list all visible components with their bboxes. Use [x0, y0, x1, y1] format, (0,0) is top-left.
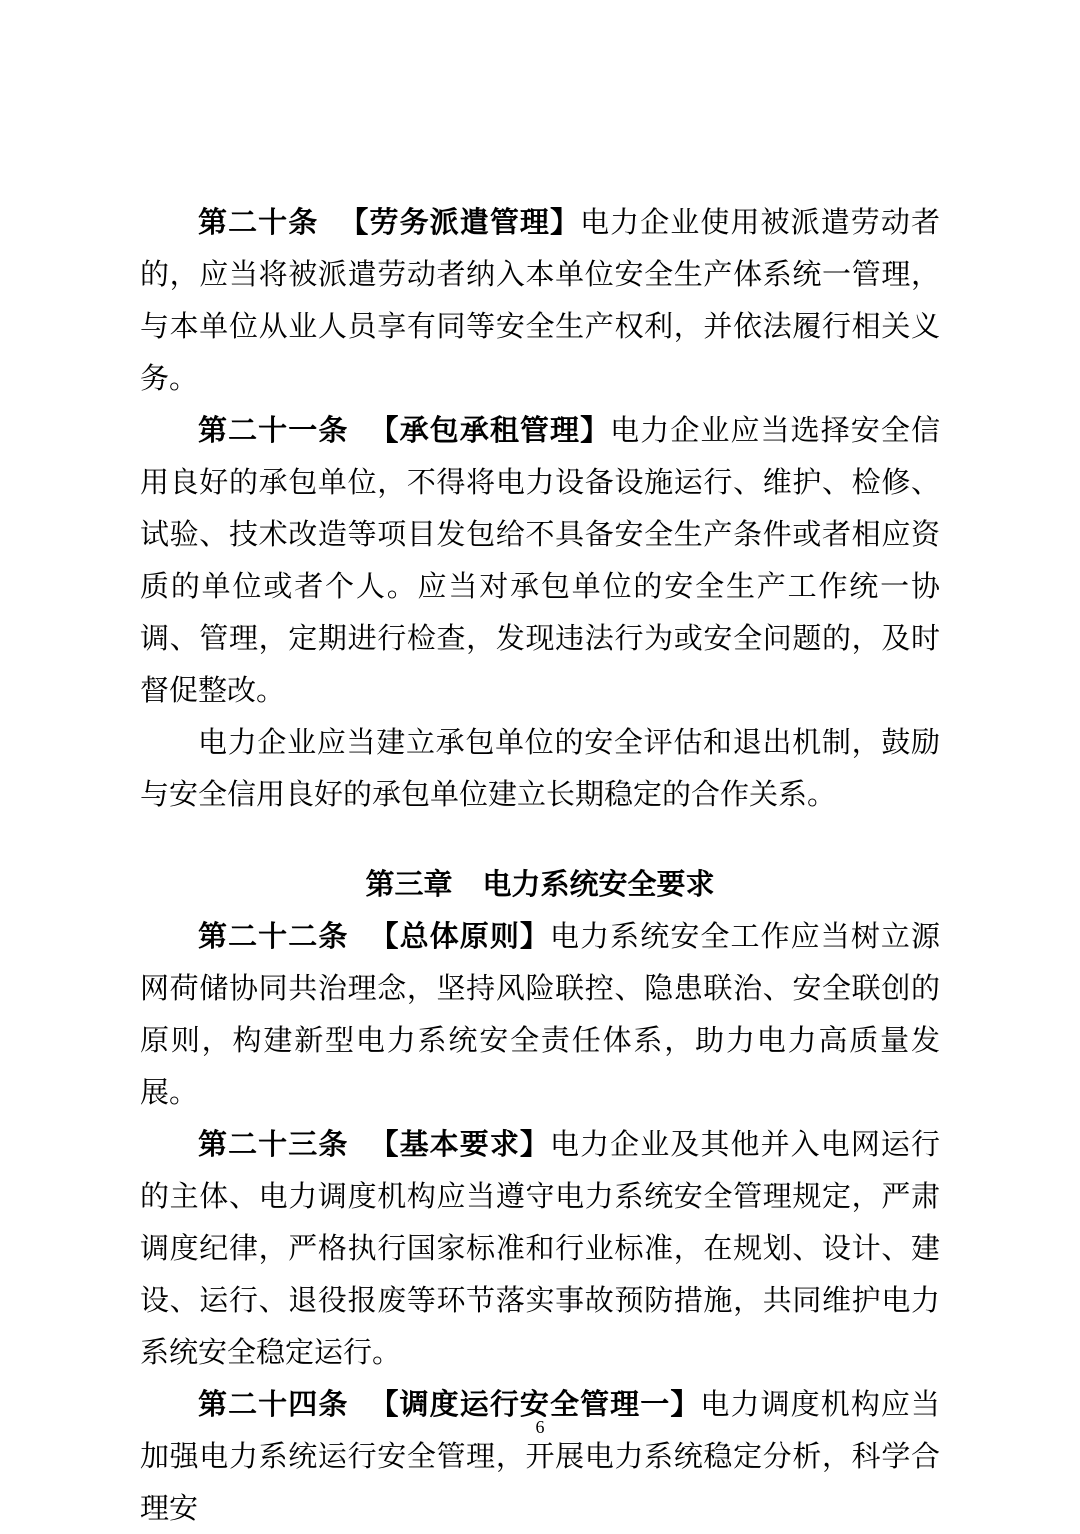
article-21-paragraph	[140, 404, 940, 716]
article-22-paragraph	[140, 910, 940, 1118]
article-20-paragraph	[140, 196, 940, 404]
article-text: 电力企业使用被派遣劳动者的，应当将被派遣劳动者纳入本单位安全生产体系统一管理，与本单位从业人员享有同等安全生产权利，并依法履行相关义务。	[140, 205, 940, 395]
article-heading: 【劳务派遣管理】	[338, 205, 581, 239]
article-text: 电力调度机构应当加强电力系统运行安全管理，开展电力系统稳定分析，科学合理安	[140, 1387, 940, 1525]
article-heading: 【总体原则】	[368, 919, 550, 953]
article-number: 第二十三条	[198, 1127, 349, 1161]
article-number: 第二十一条	[198, 413, 349, 447]
page-content	[140, 196, 940, 1534]
article-number: 第二十四条	[198, 1387, 349, 1421]
article-text: 电力系统安全工作应当树立源网荷储协同共治理念，坚持风险联控、隐患联治、安全联创的原则，构建新型电力系统安全责任体系，助力电力高质量发展。	[140, 919, 940, 1109]
article-text: 电力企业及其他并入电网运行的主体、电力调度机构应当遵守电力系统安全管理规定，严肃调度纪律，严格执行国家标准和行业标准，在规划、设计、建设、运行、退役报废等环节落实事故预防措施，共同维护电力系统安全稳定运行。	[140, 1127, 940, 1369]
article-heading: 【调度运行安全管理一】	[368, 1387, 701, 1421]
chapter-number: 第三章	[365, 867, 453, 901]
paragraph-text: 电力企业应当建立承包单位的安全评估和退出机制，鼓励与安全信用良好的承包单位建立长期稳定的合作关系。	[140, 725, 940, 811]
article-heading: 【承包承租管理】	[368, 413, 611, 447]
article-number: 第二十条	[198, 205, 319, 239]
article-21-continuation-paragraph	[140, 716, 940, 820]
chapter-title: 电力系统安全要求	[482, 867, 715, 901]
article-23-paragraph	[140, 1118, 940, 1378]
article-number: 第二十二条	[198, 919, 349, 953]
article-heading: 【基本要求】	[368, 1127, 550, 1161]
page-number: 6	[535, 1417, 545, 1437]
chapter-heading	[140, 858, 940, 910]
article-text: 电力企业应当选择安全信用良好的承包单位，不得将电力设备设施运行、维护、检修、试验、技术改造等项目发包给不具备安全生产条件或者相应资质的单位或者个人。应当对承包单位的安全生产工作统一协调、管理，定期进行检查，发现违法行为或安全问题的，及时督促整改。	[140, 413, 940, 707]
article-24-paragraph	[140, 1378, 940, 1534]
